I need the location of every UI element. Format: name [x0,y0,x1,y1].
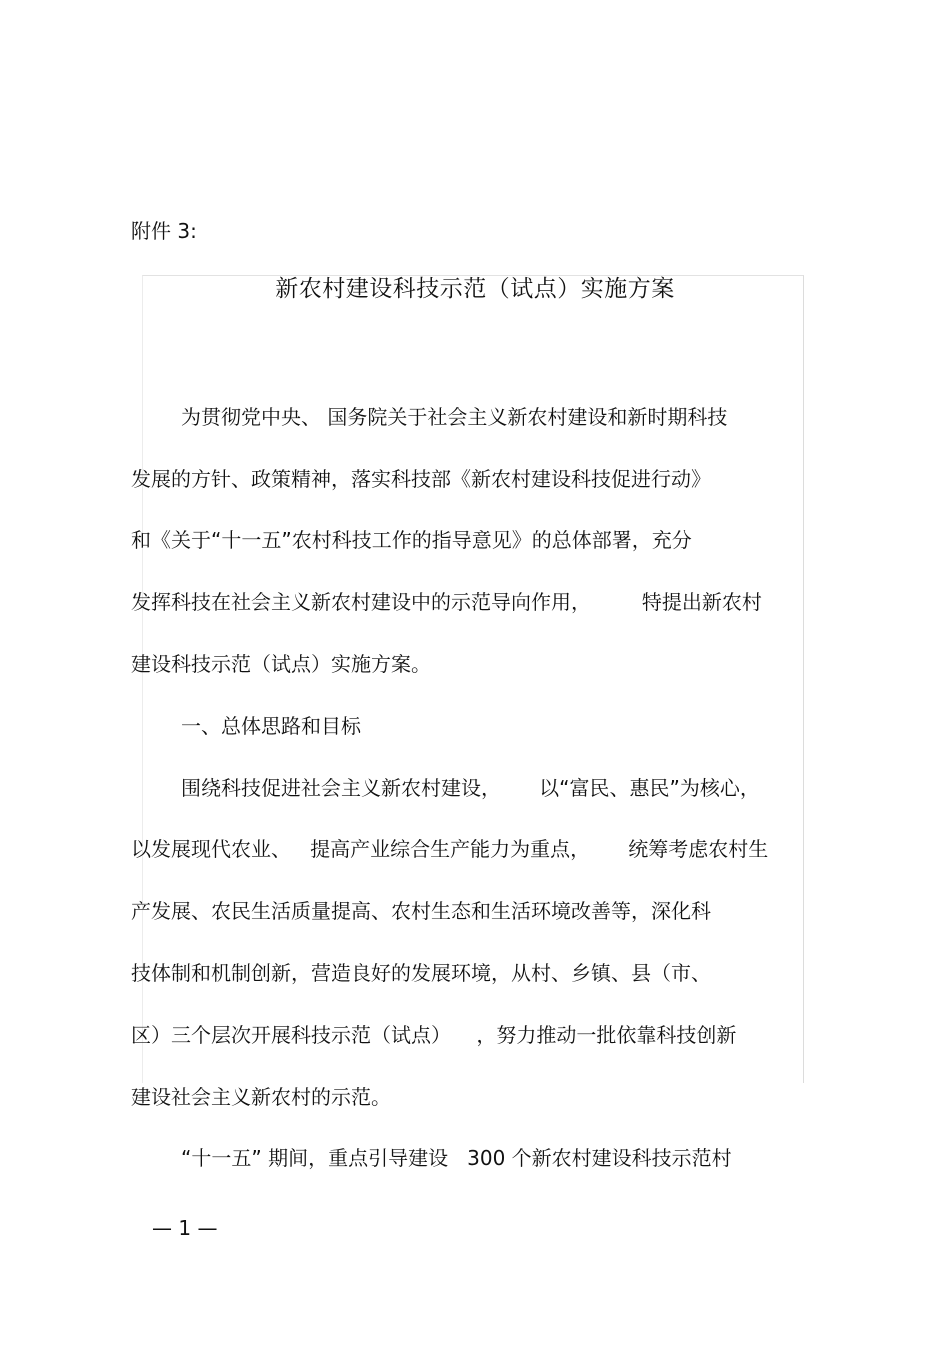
paragraph-line: 围绕科技促进社会主义新农村建设， 以“富民、惠民”为核心， [181,776,760,800]
document-title: 新农村建设科技示范（试点）实施方案 [275,276,675,302]
paragraph-line: 发挥科技在社会主义新农村建设中的示范导向作用， 特提出新农村 [131,590,762,614]
paragraph-line: 建设科技示范（试点）实施方案。 [131,652,431,676]
paragraph-line: 产发展、农民生活质量提高、农村生态和生活环境改善等，深化科 [131,899,711,923]
paragraph-line: 为贯彻党中央、 国务院关于社会主义新农村建设和新时期科技 [181,405,728,429]
paragraph-line: “十一五” 期间，重点引导建设 300 个新农村建设科技示范村 [181,1146,732,1170]
paragraph-line: 以发展现代农业、 提高产业综合生产能力为重点， 统筹考虑农村生 [131,837,769,861]
page-number: — 1 — [152,1216,218,1240]
paragraph-line: 技体制和机制创新，营造良好的发展环境，从村、乡镇、县（市、 [131,961,711,985]
paragraph-line: 和《关于“十一五”农村科技工作的指导意见》的总体部署，充分 [131,528,692,552]
paragraph-line: 建设社会主义新农村的示范。 [131,1085,391,1109]
paragraph-line: 区）三个层次开展科技示范（试点） ，努力推动一批依靠科技创新 [131,1023,737,1047]
section-heading: 一、总体思路和目标 [181,714,361,738]
attachment-label: 附件 3: [131,219,197,243]
paragraph-line: 发展的方针、政策精神，落实科技部《新农村建设科技促进行动》 [131,467,711,491]
